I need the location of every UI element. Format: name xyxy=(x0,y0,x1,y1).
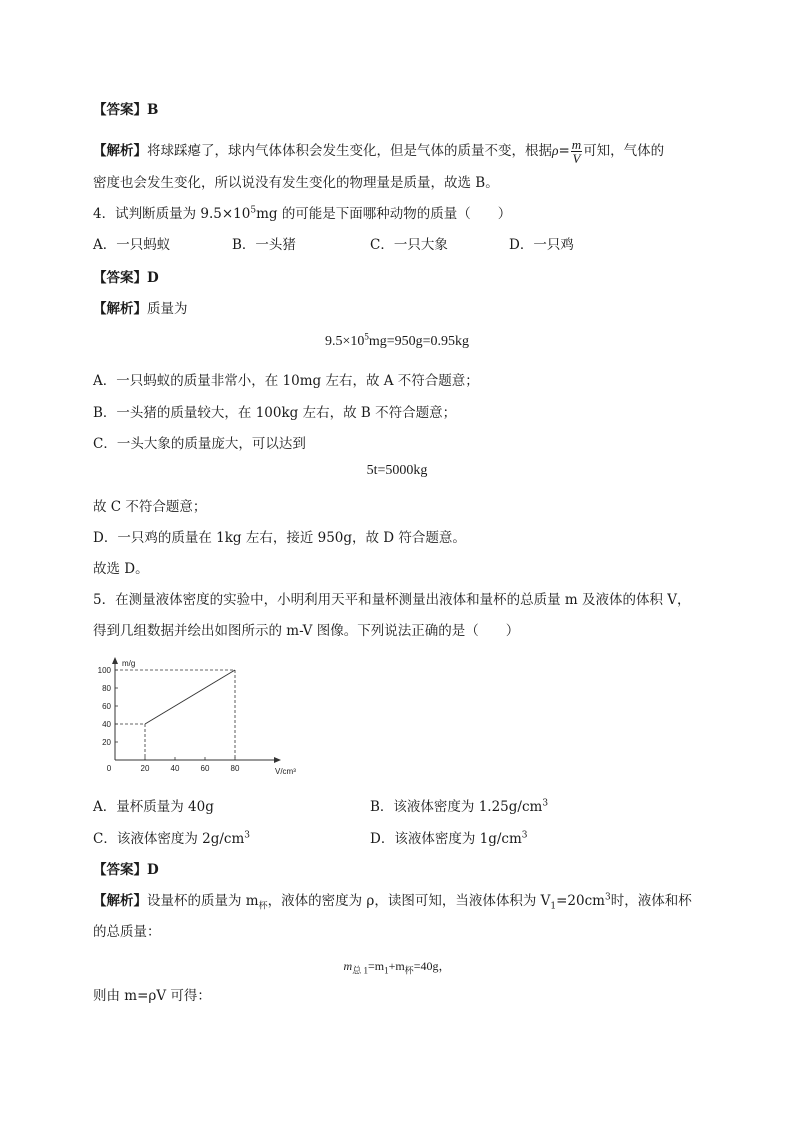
y-tick-label: 40 xyxy=(102,720,111,729)
formula-sub3: 杯 xyxy=(404,965,414,976)
y-tick-label: 80 xyxy=(102,684,111,693)
q5-answer: 【答案】D xyxy=(93,862,159,878)
formula-sup: 5 xyxy=(364,331,369,342)
q5-stem-line1: 5．在测量液体密度的实验中，小明利用天平和量杯测量出液体和量杯的总质量 m 及液体的体积 V， xyxy=(93,592,691,608)
x-tick-label: 0 xyxy=(106,764,112,773)
formula-rho: ρ xyxy=(552,143,559,158)
q4-stem xyxy=(93,204,511,224)
formula-part-a: 9.5×10 xyxy=(324,334,365,349)
q5-analysis-line2: 的总质量： xyxy=(93,924,161,940)
q4-stem-b: mg 的可能是下面哪种动物的质量（ ） xyxy=(256,206,512,222)
q5-option-c xyxy=(93,829,250,849)
x-tick-label: 60 xyxy=(200,764,210,773)
analysis-text: 质量为 xyxy=(147,301,188,317)
analysis-c: =20cm xyxy=(556,893,605,909)
option-sup: 3 xyxy=(244,830,250,841)
analysis-a: 设量杯的质量为 m xyxy=(147,893,259,909)
option-text: C．该液体密度为 2g/cm xyxy=(93,831,245,847)
q5-formula xyxy=(0,957,794,974)
y-tick-label: 60 xyxy=(102,702,111,711)
analysis-sub: 杯 xyxy=(258,901,268,912)
option-text: A．量杯质量为 40g xyxy=(93,799,214,815)
analysis-text: 将球踩瘪了，球内气体体积会发生变化，但是气体的质量不变，根据 xyxy=(147,143,552,159)
q4-stem-sup: 5 xyxy=(250,205,257,216)
x-axis-label: V/cm³ xyxy=(275,767,296,776)
analysis-sup: 3 xyxy=(604,892,611,903)
formula-eq: = xyxy=(558,143,570,159)
q5-option-a xyxy=(93,797,214,817)
analysis-label: 【解析】 xyxy=(93,143,147,159)
q4-formula-1 xyxy=(0,331,794,350)
analysis-label: 【解析】 xyxy=(93,893,147,909)
q4-stem-a: 4．试判断质量为 9.5×10 xyxy=(93,206,251,222)
option-text: D．该液体密度为 1g/cm xyxy=(370,831,522,847)
q4-line-c2: 故 C 不符合题意； xyxy=(93,499,207,515)
y-tick-label: 100 xyxy=(97,666,111,675)
q4-option-a: A．一只蚂蚁 xyxy=(93,237,171,253)
formula-sub2: 1 xyxy=(384,965,389,976)
q3-answer: 【答案】B xyxy=(93,102,159,118)
option-text: B．该液体密度为 1.25g/cm xyxy=(370,799,543,815)
q5-option-b xyxy=(370,797,548,817)
q4-option-d: D．一只鸡 xyxy=(509,237,574,253)
m-v-graph xyxy=(93,652,313,782)
q4-option-b: B．一头猪 xyxy=(232,237,296,253)
formula-d: =40g， xyxy=(413,959,451,973)
analysis-b: ，液体的密度为 ρ，读图可知，当液体体积为 V xyxy=(267,893,551,909)
formula-fraction xyxy=(571,138,582,165)
q4-formula-2: 5t=5000kg xyxy=(366,463,428,478)
x-axis-arrow xyxy=(274,757,281,763)
x-tick-label: 20 xyxy=(140,764,150,773)
formula-c: +m xyxy=(388,959,405,973)
y-axis-arrow xyxy=(112,657,118,664)
q5-option-d xyxy=(370,829,528,849)
fraction-denominator: V xyxy=(572,151,581,166)
analysis-label: 【解析】 xyxy=(93,301,147,317)
q4-line-c: C．一头大象的质量庞大，可以达到 xyxy=(93,436,306,452)
q4-line-d: D．一只鸡的质量在 1kg 左右，接近 950g，故 D 符合题意。 xyxy=(93,530,466,546)
q4-analysis-intro xyxy=(93,299,188,319)
formula-a: m xyxy=(343,959,353,973)
q3-analysis-line1 xyxy=(93,138,664,165)
option-sup: 3 xyxy=(521,830,528,841)
q4-line-b: B．一头猪的质量较大，在 100kg 左右，故 B 不符合题意； xyxy=(93,405,457,421)
x-tick-label: 40 xyxy=(170,764,180,773)
analysis-text-2: 可知，气体的 xyxy=(583,143,665,159)
q4-conclusion: 故选 D。 xyxy=(93,561,149,577)
q4-line-a: A．一只蚂蚁的质量非常小，在 10mg 左右，故 A 不符合题意； xyxy=(93,373,479,389)
x-tick-label: 80 xyxy=(230,764,240,773)
q3-analysis-line2: 密度也会发生变化，所以说没有发生变化的物理量是质量，故选 B。 xyxy=(93,175,499,191)
y-tick-label: 20 xyxy=(102,738,111,747)
q5-analysis-line1 xyxy=(93,891,692,911)
q5-stem-line2: 得到几组数据并绘出如图所示的 m-V 图像。下列说法正确的是（ ） xyxy=(93,623,520,639)
formula-b: =m xyxy=(367,959,385,973)
formula-sub1: 总 1 xyxy=(352,965,368,976)
chart-layer xyxy=(98,666,240,773)
fraction-numerator: m xyxy=(571,137,582,152)
q4-answer: 【答案】D xyxy=(93,270,159,286)
q5-final-line: 则由 m=ρV 可得： xyxy=(93,988,211,1004)
option-sup: 3 xyxy=(542,798,549,809)
analysis-d: 时，液体和杯 xyxy=(610,893,692,909)
series-line xyxy=(145,670,235,724)
formula-part-b: mg=950g=0.95kg xyxy=(368,334,470,349)
analysis-sub2: 1 xyxy=(550,901,557,912)
y-axis-label: m/g xyxy=(122,659,136,668)
q4-option-c: C．一只大象 xyxy=(370,237,448,253)
